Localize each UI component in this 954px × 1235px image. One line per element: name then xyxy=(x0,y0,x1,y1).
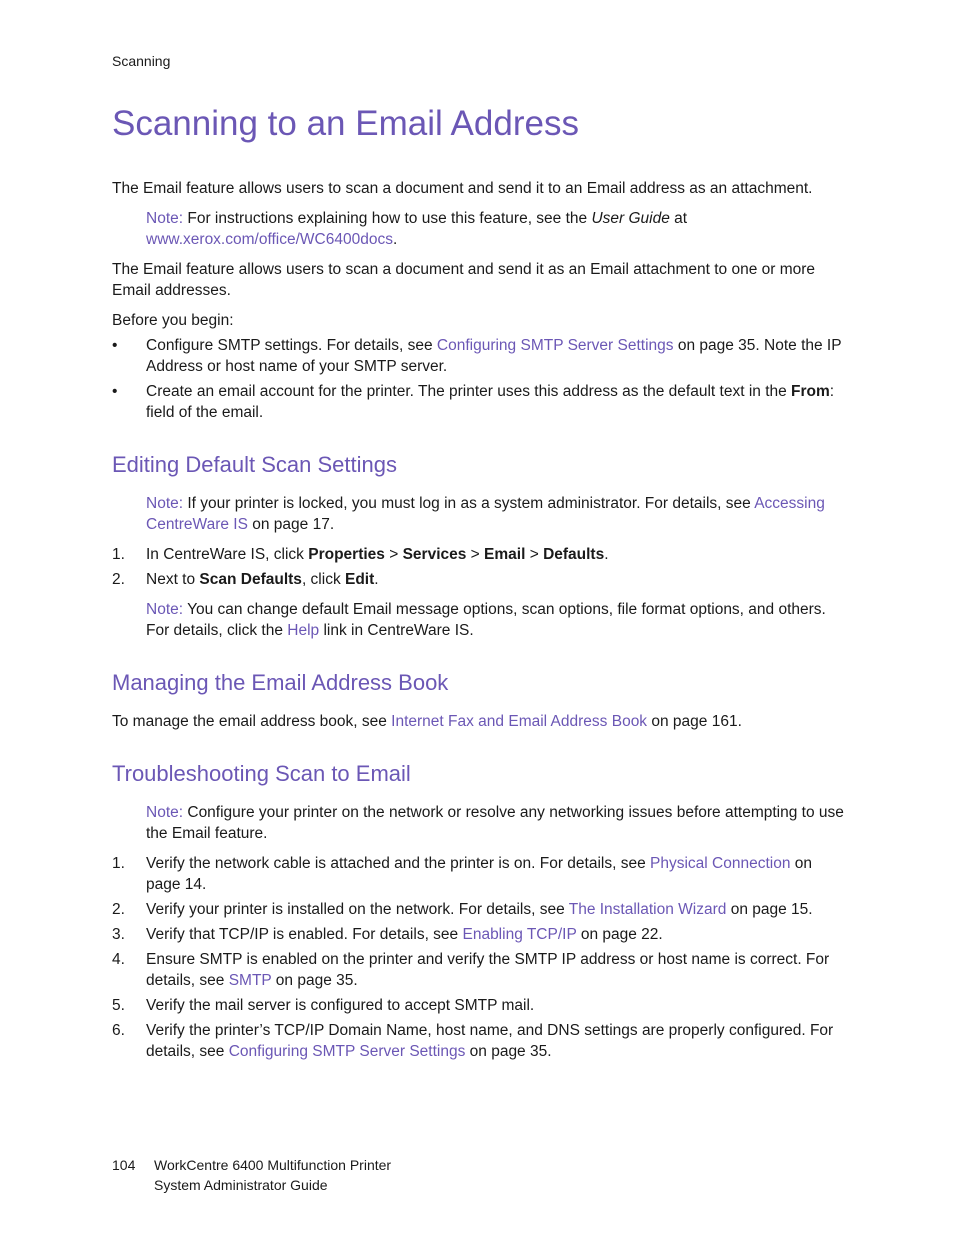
managing-paragraph: To manage the email address book, see Internet Fax and Email Address Book on page 161. xyxy=(112,713,742,730)
list-item: • Create an email account for the printer. The printer uses this address as the default text in the From: field of the email. xyxy=(112,383,835,421)
list-item: 6. Verify the printer’s TCP/IP Domain Name, host name, and DNS settings are properly configured. For details, see Configuring SMTP Server Settings on page 35. xyxy=(112,1022,834,1060)
step-number: 1. xyxy=(112,546,125,563)
step-number: 1. xyxy=(112,855,125,872)
list-item: 5. Verify the mail server is configured to accept SMTP mail. xyxy=(112,997,535,1014)
list-item: 4. Ensure SMTP is enabled on the printer and verify the SMTP IP address or host name is correct. For details, see SMTP on page 35. xyxy=(112,951,830,989)
note-text: For instructions explaining how to use this feature, see the xyxy=(183,210,592,227)
editing-note-2: Note: You can change default Email message options, scan options, file format options, and others. For details, click the Help link in CentreWare IS. xyxy=(146,601,826,639)
step-number: 4. xyxy=(112,951,125,968)
list-item: 1. In CentreWare IS, click Properties > Services > Email > Defaults. xyxy=(112,546,609,563)
step-number: 2. xyxy=(112,571,125,588)
section-heading-managing: Managing the Email Address Book xyxy=(112,670,449,695)
bullet-marker: • xyxy=(112,337,118,354)
footer-title xyxy=(154,1155,554,1195)
enabling-tcpip-link[interactable]: Enabling TCP/IP xyxy=(462,926,577,943)
accessing-centreware-link[interactable]: Accessing CentreWare IS xyxy=(146,495,825,533)
smtp-link[interactable]: SMTP xyxy=(228,972,272,989)
note-text: at xyxy=(669,210,688,227)
physical-connection-link[interactable]: Physical Connection xyxy=(650,855,791,872)
docs-link[interactable]: www.xerox.com/office/WC6400docs xyxy=(146,231,393,248)
note-label: Note: xyxy=(146,601,184,618)
address-book-link[interactable]: Internet Fax and Email Address Book xyxy=(391,713,648,730)
list-item: 2. Verify your printer is installed on the network. For details, see The Installation Wizard on page 15. xyxy=(112,901,813,918)
help-link[interactable]: Help xyxy=(287,622,320,639)
page-number: 104 xyxy=(112,1157,136,1173)
prerequisite-list xyxy=(112,335,844,423)
intro-paragraph-1: The Email feature allows users to scan a document and send it to an Email address as an attachment. xyxy=(112,180,813,197)
list-item: 3. Verify that TCP/IP is enabled. For details, see Enabling TCP/IP on page 22. xyxy=(112,926,663,943)
installation-wizard-link[interactable]: The Installation Wizard xyxy=(568,901,727,918)
list-item: 2. Next to Scan Defaults, click Edit. xyxy=(112,571,379,588)
step-number: 5. xyxy=(112,997,125,1014)
intro-note xyxy=(146,208,844,250)
list-item: • Configure SMTP settings. For details, see Configuring SMTP Server Settings on page 35. Note the IP Address or host name of your SMTP server. xyxy=(112,337,842,375)
intro-paragraph-3: Before you begin: xyxy=(112,312,234,329)
note-label: Note: xyxy=(146,495,184,512)
step-number: 3. xyxy=(112,926,125,943)
footer-line-2: System Administrator Guide xyxy=(154,1177,328,1193)
page-title: Scanning to an Email Address xyxy=(112,104,579,143)
list-item: 1. Verify the network cable is attached and the printer is on. For details, see Physical Connection on page 14. xyxy=(112,855,813,893)
editing-note-1: Note: If your printer is locked, you must log in as a system administrator. For details, see Accessing CentreWare IS on page 17. xyxy=(146,495,825,533)
configuring-smtp-link[interactable]: Configuring SMTP Server Settings xyxy=(436,337,674,354)
editing-steps xyxy=(112,544,844,590)
configuring-smtp-link[interactable]: Configuring SMTP Server Settings xyxy=(228,1043,466,1060)
running-head: Scanning xyxy=(112,53,171,69)
note-label: Note: xyxy=(146,804,184,821)
bullet-marker: • xyxy=(112,383,118,400)
intro-paragraph-2: The Email feature allows users to scan a document and send it as an Email attachment to one or more Email addresses. xyxy=(112,261,816,299)
note-label: Note: xyxy=(146,210,184,227)
main-content xyxy=(112,100,844,1071)
footer-line-1: WorkCentre 6400 Multifunction Printer xyxy=(154,1157,392,1173)
section-heading-editing: Editing Default Scan Settings xyxy=(112,452,397,477)
note-text: . xyxy=(392,231,398,248)
step-number: 6. xyxy=(112,1022,125,1039)
troubleshooting-note: Note: Configure your printer on the network or resolve any networking issues before attempting to use the Email feature. xyxy=(146,804,844,842)
section-heading-troubleshooting: Troubleshooting Scan to Email xyxy=(112,761,411,786)
step-number: 2. xyxy=(112,901,125,918)
troubleshooting-steps xyxy=(112,853,844,1062)
user-guide-italic: User Guide xyxy=(591,210,670,227)
